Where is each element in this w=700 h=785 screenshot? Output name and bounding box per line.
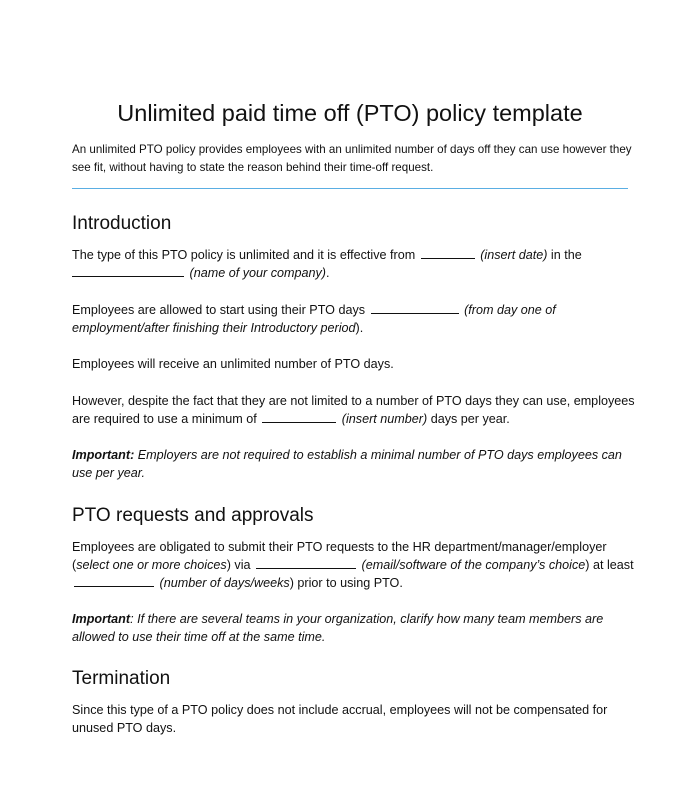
placeholder-hint: (insert number) (341, 412, 428, 426)
heading-termination: Termination (72, 668, 171, 689)
text: days per year. (430, 412, 510, 426)
text: ) prior to using PTO. (289, 576, 403, 590)
placeholder-hint: (insert date) (480, 248, 548, 262)
text: in the (550, 248, 582, 262)
requests-important-note (72, 610, 644, 646)
text: The type of this PTO policy is unlimited and it is effective from (72, 248, 416, 262)
blank-line (72, 275, 184, 277)
page-title: Unlimited paid time off (PTO) policy template (117, 100, 583, 126)
placeholder-hint: (email/software of the company’s choice (361, 558, 586, 572)
text: . (326, 266, 330, 280)
termination-paragraph: Since this type of a PTO policy does not include accrual, employees will not be compensated for unused PTO days. (72, 703, 608, 735)
placeholder-hint: select one or more choices (76, 558, 227, 572)
blank-line (421, 257, 475, 259)
placeholder-hint: (number of days/weeks (159, 576, 290, 590)
heading-introduction: Introduction (72, 213, 172, 234)
intro-paragraph-effective-date (72, 246, 644, 282)
text: Employees are allowed to start using their PTO days (72, 303, 366, 317)
text: However, despite the fact that they are not limited to a number of PTO days they can use, employees are required to use a minimum of (72, 394, 635, 426)
important-text: : If there are several teams in your organization, clarify how many team members are allowed to use their time off at the same time. (72, 612, 604, 644)
placeholder-hint: (from day one of employment/after finishing their Introductory period (72, 303, 556, 335)
intro-important-note (72, 446, 644, 482)
divider-line (72, 188, 628, 189)
requests-paragraph-submission (72, 538, 644, 592)
blank-line (262, 421, 336, 423)
heading-pto-requests: PTO requests and approvals (72, 505, 314, 526)
intro-paragraph-start-using (72, 301, 644, 337)
blank-line (256, 567, 356, 569)
intro-paragraph-unlimited: Employees will receive an unlimited number of PTO days. (72, 357, 394, 371)
placeholder-hint: (name of your company) (189, 266, 326, 280)
blank-line (371, 312, 459, 314)
important-label: Important (72, 612, 131, 626)
important-text: Employers are not required to establish a minimal number of PTO days employees can use per year. (72, 448, 622, 480)
text: Employees are obligated to submit their PTO requests to the HR department/manager/employer ( (72, 540, 607, 572)
text: ) at least (585, 558, 634, 572)
text: ) via (226, 558, 251, 572)
blank-line (74, 585, 154, 587)
intro-paragraph-minimum (72, 392, 644, 428)
document-description: An unlimited PTO policy provides employees with an unlimited number of days off they can use however they see fit, without having to state the reason behind their time-off request. (72, 143, 632, 174)
important-label: Important: (72, 448, 135, 462)
text: ). (355, 321, 364, 335)
